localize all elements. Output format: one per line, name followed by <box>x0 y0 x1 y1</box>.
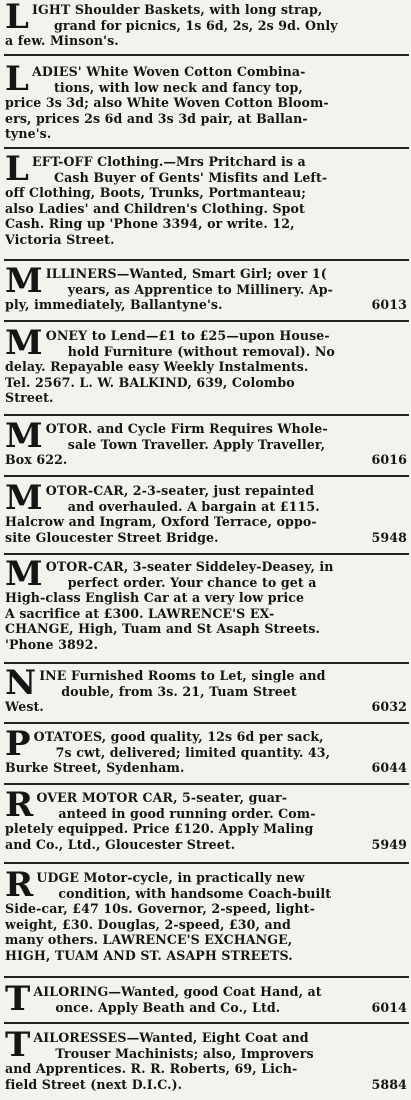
ad-line: anteed in good running order. Com- <box>58 805 316 821</box>
ad-line: tyne's. <box>5 126 52 142</box>
ad-line: OTOR-CAR, 3-seater Siddeley-Deasey, in <box>45 559 334 574</box>
ad-reference-number: 5884 <box>371 1076 407 1092</box>
ad-line: AILORING—Wanted, good Coat Hand, at <box>33 984 322 999</box>
ad-reference-number: 6032 <box>371 699 407 715</box>
ad-line: 'Phone 3892. <box>5 636 99 652</box>
ad-divider <box>4 320 409 322</box>
ad-line: Halcrow and Ingram, Oxford Terrace, oppo- <box>5 514 317 530</box>
classified-ad <box>5 323 407 406</box>
ad-line: UDGE Motor-cycle, in practically new <box>36 870 305 885</box>
ad-line: weight, £30. Douglas, 2-speed, £30, and <box>5 916 291 932</box>
ad-divider <box>4 553 409 555</box>
ad-initial: L <box>5 59 30 99</box>
ad-divider <box>4 414 409 416</box>
classified-ad <box>5 416 407 468</box>
classified-ad <box>5 149 407 248</box>
ad-line: High-class English Car at a very low price <box>5 590 305 606</box>
ad-line: and Co., Ltd., Gloucester Street. <box>5 836 236 852</box>
ad-line: EFT-OFF Clothing.—Mrs Pritchard is a <box>32 154 306 169</box>
ad-line: Box 622. <box>5 452 68 468</box>
ad-initial: M <box>5 554 43 594</box>
classified-ad <box>5 865 407 964</box>
ad-line: many others. LAWRENCE'S EXCHANGE, <box>5 932 293 948</box>
classified-ad <box>5 59 407 142</box>
ad-line: Tel. 2567. L. W. BALKIND, 639, Colombo <box>5 374 295 390</box>
ad-divider <box>4 1022 409 1024</box>
ad-line: tions, with low neck and fancy top, <box>54 79 303 95</box>
ad-line: hold Furniture (without removal). No <box>67 343 335 359</box>
ad-line: off Clothing, Boots, Trunks, Portmanteau; <box>5 185 306 201</box>
ad-divider <box>4 662 409 664</box>
ad-initial: L <box>5 0 30 37</box>
ad-reference-number: 6016 <box>371 452 407 468</box>
ad-line: AILORESSES—Wanted, Eight Coat and <box>33 1030 309 1045</box>
ad-initial: M <box>5 261 43 301</box>
ad-divider <box>4 783 409 785</box>
ad-initial: L <box>5 149 30 189</box>
ad-initial: M <box>5 416 43 456</box>
ad-line: perfect order. Your chance to get a <box>67 574 317 590</box>
ad-initial: M <box>5 478 43 518</box>
classified-ad <box>5 478 407 545</box>
ad-line: 7s cwt, delivered; limited quantity. 43, <box>55 744 331 760</box>
classified-ad <box>5 2 407 49</box>
ad-reference-number: 5948 <box>371 529 407 545</box>
ad-line: Victoria Street. <box>5 231 115 247</box>
ad-line: OVER MOTOR CAR, 5-seater, guar- <box>36 790 288 805</box>
ad-line: condition, with handsome Coach-built <box>58 885 332 901</box>
ad-initial: T <box>5 1025 31 1065</box>
ad-line: West. <box>5 699 44 715</box>
ad-line: delay. Repayable easy Weekly Instalments. <box>5 359 309 375</box>
ad-initial: T <box>5 979 31 1019</box>
ad-line: also Ladies' and Children's Clothing. Spot <box>5 200 305 216</box>
ad-initial: M <box>5 323 43 363</box>
ad-reference-number: 5949 <box>371 836 407 852</box>
ad-divider <box>4 54 409 56</box>
ad-line: site Gloucester Street Bridge. <box>5 529 219 545</box>
ad-line: once. Apply Beath and Co., Ltd. <box>55 999 281 1015</box>
ad-line: and overhauled. A bargain at £115. <box>67 498 320 514</box>
ad-line: Burke Street, Sydenham. <box>5 760 185 776</box>
ad-divider <box>4 259 409 261</box>
ad-line: IGHT Shoulder Baskets, with long strap, <box>32 2 323 17</box>
ad-line: years, as Apprentice to Millinery. Ap- <box>67 281 333 297</box>
ad-line: a few. Minson's. <box>5 33 119 49</box>
ad-line: CHANGE, High, Tuam and St Asaph Streets. <box>5 621 321 637</box>
ad-divider <box>4 976 409 978</box>
ad-line: and Apprentices. R. R. Roberts, 69, Lich- <box>5 1061 298 1077</box>
classified-ad <box>5 663 407 715</box>
ad-line: OTOR. and Cycle Firm Requires Whole- <box>45 421 328 436</box>
ad-initial: P <box>5 724 31 764</box>
ad-line: A sacrifice at £300. LAWRENCE'S EX- <box>5 605 275 621</box>
ad-line: HIGH, TUAM AND ST. ASAPH STREETS. <box>5 947 293 963</box>
ad-line: ADIES' White Woven Cotton Combina- <box>32 64 306 79</box>
classified-ad <box>5 785 407 852</box>
ad-line: grand for picnics, 1s 6d, 2s, 2s 9d. Only <box>54 17 338 33</box>
ad-divider <box>4 475 409 477</box>
ad-initial: R <box>5 785 34 825</box>
ad-line: OTOR-CAR, 2-3-seater, just repainted <box>45 483 315 498</box>
ad-line: ply, immediately, Ballantyne's. <box>5 297 223 313</box>
ad-line: ILLINERS—Wanted, Smart Girl; over 1( <box>45 266 327 281</box>
classified-ad <box>5 979 407 1019</box>
ad-line: OTATOES, good quality, 12s 6d per sack, <box>33 729 324 744</box>
ad-divider <box>4 147 409 149</box>
ad-line: Street. <box>5 390 54 406</box>
ad-divider <box>4 722 409 724</box>
ad-reference-number: 6013 <box>371 297 407 313</box>
ad-line: field Street (next D.I.C.). <box>5 1076 183 1092</box>
classified-ad <box>5 554 407 653</box>
ad-line: Cash Buyer of Gents' Misfits and Left- <box>54 169 328 185</box>
ad-initial: N <box>5 663 37 703</box>
ad-line: Trouser Machinists; also, Improvers <box>55 1045 314 1061</box>
ad-line: Side-car, £47 10s. Governor, 2-speed, light- <box>5 901 315 917</box>
ad-line: Cash. Ring up 'Phone 3394, or write. 12, <box>5 216 295 232</box>
classified-ad <box>5 1025 407 1092</box>
ad-line: INE Furnished Rooms to Let, single and <box>39 668 326 683</box>
ad-initial: R <box>5 865 34 905</box>
ad-line: price 3s 3d; also White Woven Cotton Bloom- <box>5 95 329 111</box>
ad-line: double, from 3s. 21, Tuam Street <box>61 683 297 699</box>
classified-ad <box>5 261 407 313</box>
ad-line: sale Town Traveller. Apply Traveller, <box>67 436 326 452</box>
ad-line: ers, prices 2s 6d and 3s 3d pair, at Ballan- <box>5 110 308 126</box>
ad-divider <box>4 862 409 864</box>
classified-ad <box>5 724 407 776</box>
ad-line: pletely equipped. Price £120. Apply Maling <box>5 821 314 837</box>
ad-line: ONEY to Lend—£1 to £25—upon House- <box>45 328 330 343</box>
ad-reference-number: 6014 <box>371 999 407 1015</box>
ad-reference-number: 6044 <box>371 760 407 776</box>
